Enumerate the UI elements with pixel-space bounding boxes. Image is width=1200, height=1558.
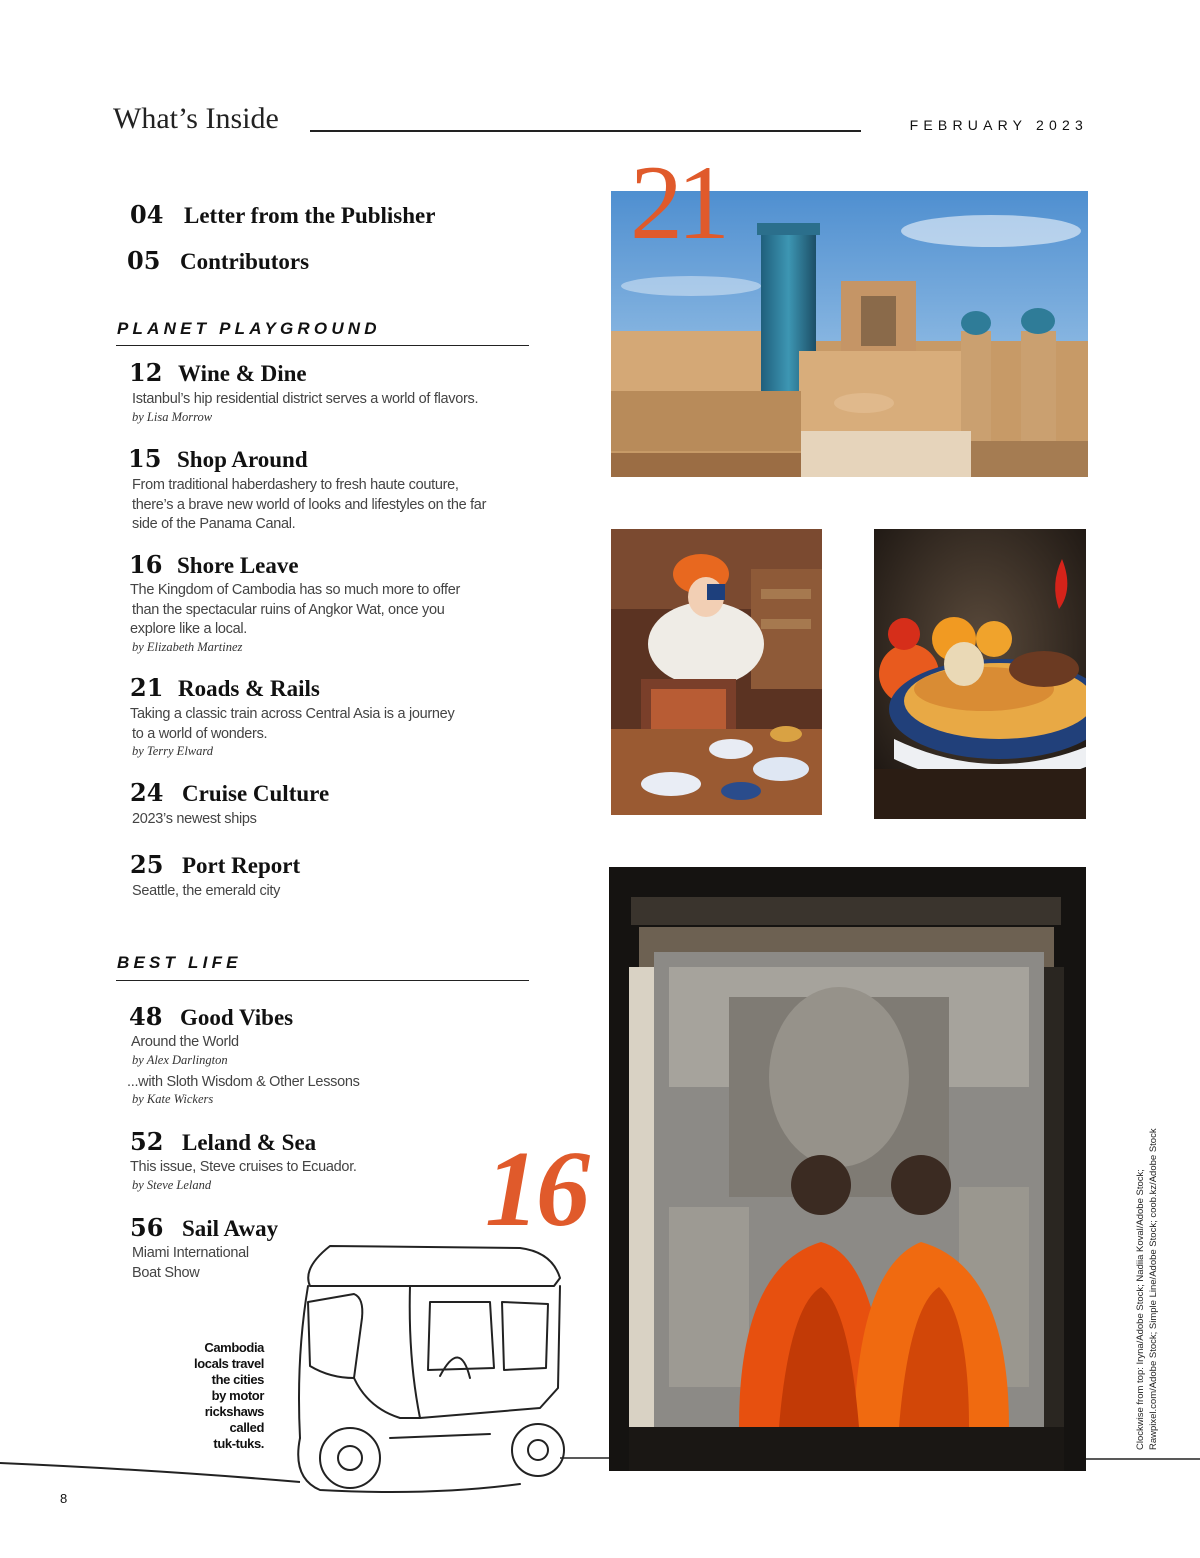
entry-description: ...with Sloth Wisdom & Other Lessons: [127, 1074, 360, 1090]
callout-number: 16: [485, 1130, 587, 1249]
monks-photo[interactable]: [609, 867, 1086, 1471]
entry-number: 25: [130, 850, 164, 879]
entry-title[interactable]: Port Report: [182, 853, 301, 878]
entry-number: 52: [130, 1127, 164, 1156]
entry-number: 24: [130, 778, 164, 807]
entry-byline: by Lisa Morrow: [132, 410, 213, 424]
entry-description: Istanbul’s hip residential district serves a world of flavors.: [132, 391, 479, 407]
entry-number: 16: [129, 550, 163, 579]
entry-title[interactable]: Sail Away: [182, 1216, 279, 1241]
entry-number: 56: [130, 1213, 164, 1242]
tuk-tuk-caption: Cambodia locals travel the cities by motor rickshaws called tuk-tuks.: [194, 1340, 264, 1451]
entry-title[interactable]: Letter from the Publisher: [184, 203, 436, 228]
section-rule: [116, 345, 529, 346]
entry-description: 2023’s newest ships: [132, 811, 257, 827]
entry-number: 04: [130, 200, 164, 229]
entry-number: 21: [130, 673, 164, 702]
entry-title[interactable]: Shore Leave: [177, 553, 299, 578]
section-rule: [116, 980, 529, 981]
entry-byline: by Kate Wickers: [132, 1092, 214, 1106]
entry-title[interactable]: Cruise Culture: [182, 781, 330, 806]
tuk-tuk-illustration: [290, 1238, 580, 1496]
entry-description: Around the World: [131, 1034, 239, 1050]
entry-byline: by Steve Leland: [132, 1178, 212, 1192]
entry-byline: by Alex Darlington: [132, 1053, 228, 1067]
entry-number: 05: [127, 246, 161, 275]
photo-credit: Clockwise from top: Iryna/Adobe Stock; Nadiia Koval/Adobe Stock; Rawpixel.com/Adobe Stock; Simple Line/Adobe Stock; coob.kz/Adobe Stock: [1135, 1128, 1159, 1450]
entry-byline: by Elizabeth Martinez: [132, 640, 243, 654]
page-number: 8: [60, 1491, 68, 1506]
issue-date: FEBRUARY 2023: [909, 117, 1088, 133]
entry-title[interactable]: Good Vibes: [180, 1005, 294, 1030]
entry-title[interactable]: Roads & Rails: [178, 676, 320, 701]
plov-photo[interactable]: [874, 529, 1086, 819]
entry-description: The Kingdom of Cambodia has so much more to offer than the spectacular ruins of Angkor Wat, once you explore like a local.: [130, 582, 460, 637]
entry-description: Miami International Boat Show: [132, 1245, 249, 1281]
tea-photo[interactable]: [611, 529, 822, 815]
callout-number: 21: [630, 144, 724, 261]
entry-number: 15: [128, 444, 162, 473]
entry-description: This issue, Steve cruises to Ecuador.: [130, 1159, 357, 1175]
page-title: What’s Inside: [113, 102, 279, 135]
section-heading: BEST LIFE: [117, 953, 242, 972]
entry-description: From traditional haberdashery to fresh haute couture, there’s a brave new world of looks and lifestyles on the far side of the Panama Canal.: [132, 477, 487, 532]
entry-title[interactable]: Contributors: [180, 249, 310, 274]
entry-description: Seattle, the emerald city: [132, 883, 281, 899]
section-heading: PLANET PLAYGROUND: [117, 319, 381, 338]
entry-number: 48: [129, 1002, 163, 1031]
entry-title[interactable]: Shop Around: [177, 447, 308, 472]
title-rule: [310, 130, 861, 132]
entry-title[interactable]: Leland & Sea: [182, 1130, 317, 1155]
entry-number: 12: [129, 358, 163, 387]
entry-description: Taking a classic train across Central Asia is a journey to a world of wonders.: [130, 706, 455, 742]
entry-byline: by Terry Elward: [132, 744, 214, 758]
entry-title[interactable]: Wine & Dine: [178, 361, 307, 386]
